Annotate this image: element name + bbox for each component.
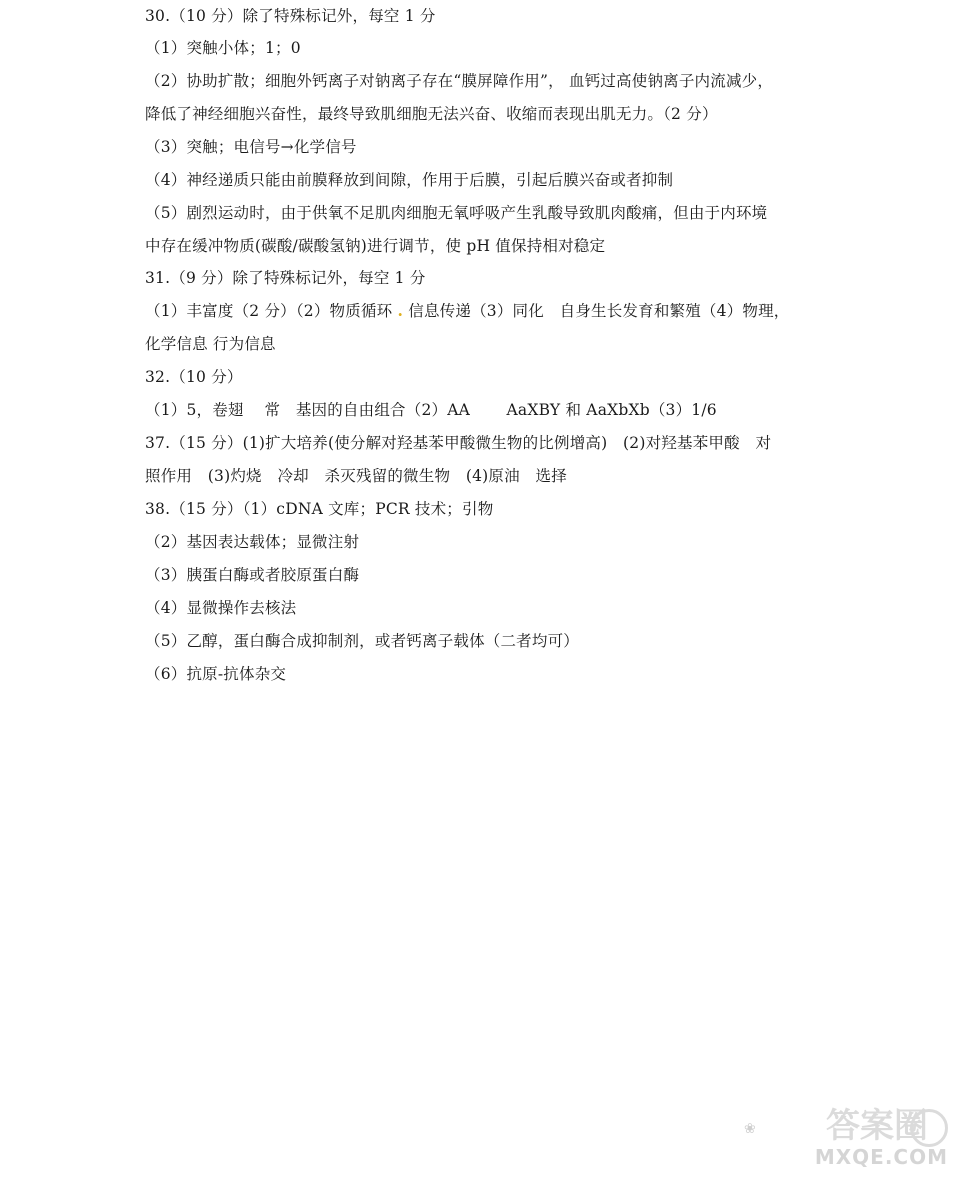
q30-part5-line1: （5）剧烈运动时，由于供氧不足肌肉细胞无氧呼吸产生乳酸导致肌肉酸痛，但由于内环境 — [145, 204, 768, 222]
q30-part2-line1: （2）协助扩散；细胞外钙离子对钠离子存在“膜屏障作用”， 血钙过高使钠离子内流减少， — [145, 72, 774, 90]
watermark-circle-icon — [910, 1109, 948, 1147]
q31-part1-line2: 化学信息 行为信息 — [145, 335, 276, 353]
q38-part4: （4）显微操作去核法 — [145, 599, 297, 617]
q30-part4: （4）神经递质只能由前膜释放到间隙，作用于后膜，引起后膜兴奋或者抑制 — [145, 171, 674, 189]
q30-part5-line2: 中存在缓冲物质(碳酸/碳酸氢钠)进行调节，使 pH 值保持相对稳定 — [145, 237, 606, 255]
q31-part1-line1 — [145, 300, 790, 322]
q30-part2-line2: 降低了神经细胞兴奋性，最终导致肌细胞无法兴奋、收缩而表现出肌无力。（2 分） — [145, 105, 718, 123]
q38-part3: （3）胰蛋白酶或者胶原蛋白酶 — [145, 566, 360, 584]
q37-line1: 37.（15 分）(1)扩大培养(使分解对羟基苯甲酸微生物的比例增高) (2)对羟基苯甲酸 对 — [145, 434, 772, 452]
q30-part1: （1）突触小体；1；0 — [145, 39, 301, 57]
q31-part1-b: 信息传递（3）同化 自身生长发育和繁殖（4）物理， — [408, 302, 790, 320]
watermark-url: MXQE.COM — [814, 1145, 948, 1169]
q38-part6: （6）抗原-抗体杂交 — [145, 665, 287, 683]
q38-part5: （5）乙醇，蛋白酶合成抑制剂，或者钙离子载体（二者均可） — [145, 632, 579, 650]
watermark-glyph-icon: ❀ — [744, 1121, 756, 1137]
q30-heading: 30.（10 分）除了特殊标记外，每空 1 分 — [145, 7, 436, 25]
q38-part2: （2）基因表达载体；显微注射 — [145, 533, 360, 551]
q30-part3: （3）突触；电信号→化学信号 — [145, 138, 357, 156]
watermark-logo-text: 答案圈 — [826, 1106, 928, 1146]
yellow-dot-mark: . — [397, 301, 404, 320]
q37-line2: 照作用 (3)灼烧 冷却 杀灭残留的微生物 (4)原油 选择 — [145, 467, 567, 485]
q31-part1-a: （1）丰富度（2 分）（2）物质循环 — [145, 302, 393, 320]
q38-heading: 38.（15 分）（1）cDNA 文库；PCR 技术；引物 — [145, 500, 494, 518]
q32-part1: （1）5，卷翅 常 基因的自由组合（2）AA AaXBY 和 AaXbXb（3）1/6 — [145, 401, 717, 419]
q31-heading: 31.（9 分）除了特殊标记外，每空 1 分 — [145, 269, 426, 287]
site-watermark — [738, 1101, 948, 1171]
q32-heading: 32.（10 分） — [145, 368, 243, 386]
